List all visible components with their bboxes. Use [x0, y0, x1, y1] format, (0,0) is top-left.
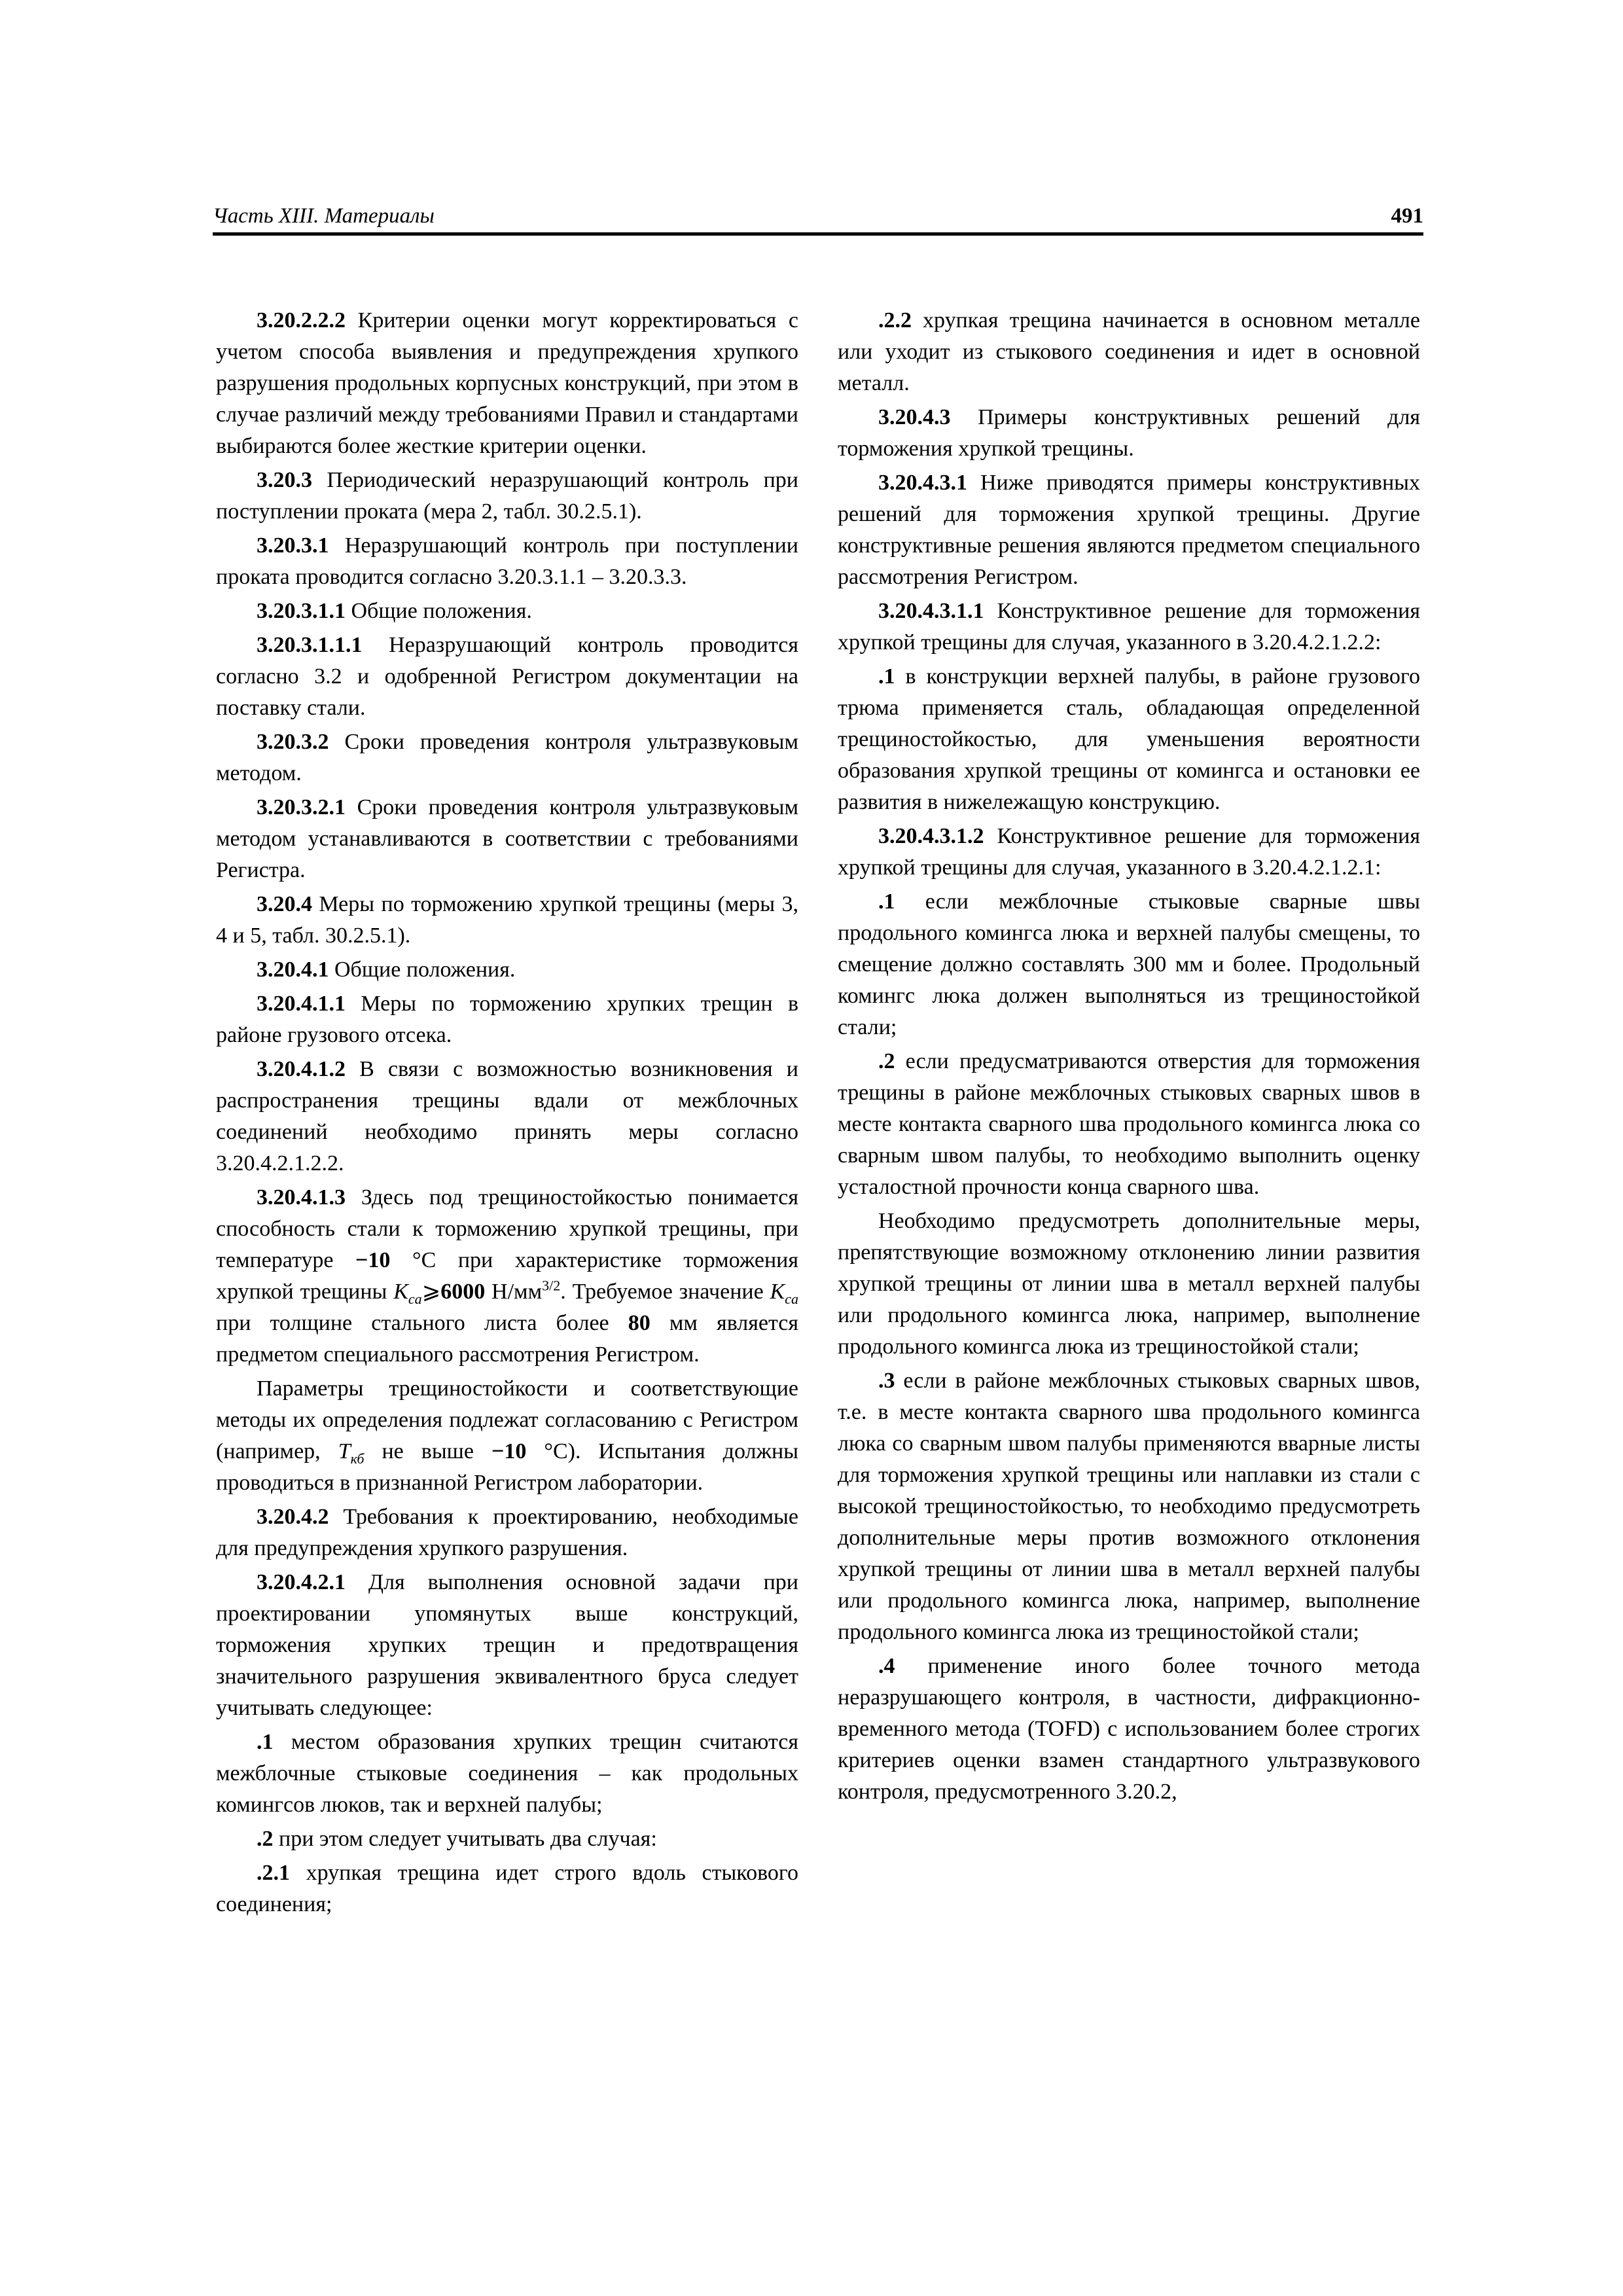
- paragraph: [838, 467, 1420, 593]
- text-fragment: °С при характеристике торможения хрупкой трещины: [216, 1248, 798, 1304]
- clause-number: 3.20.4.2: [257, 1505, 329, 1529]
- running-header: [213, 200, 1423, 232]
- clause-number: .1: [257, 1730, 274, 1754]
- paragraph: [216, 305, 798, 462]
- clause-number: 3.20.4.3.1.1: [878, 599, 984, 623]
- unit-text: Н/мм: [485, 1280, 543, 1304]
- temperature-value: −10: [355, 1248, 391, 1272]
- paragraph: [838, 1206, 1420, 1363]
- temperature-value: −10: [491, 1439, 527, 1463]
- paragraph-toughness: [216, 1182, 798, 1371]
- right-column: [838, 305, 1420, 1810]
- paragraph: [216, 889, 798, 952]
- paragraph: [838, 886, 1420, 1043]
- paragraph-text: Примеры конструктивных решений для торможения хрупкой трещины.: [838, 405, 1420, 461]
- paragraph: [216, 530, 798, 593]
- paragraph-text: применение иного более точного метода неразрушающего контроля, в частности, дифракционно-временного метода (TOFD) с использованием более строгих критериев оценки взамен стандартного ультразвукового контроля, предусмотренного 3.20.2,: [838, 1654, 1420, 1804]
- unit-superscript: 3/2: [542, 1277, 561, 1294]
- paragraph: [216, 726, 798, 789]
- paragraph: [216, 596, 798, 627]
- paragraph-text: в конструкции верхней палубы, в районе грузового трюма применяется сталь, обладающая определенной трещиностойкостью, для уменьшения вероятности образования хрупкой трещины от комингса и остановки ее развития в нижележащую конструкцию.: [838, 664, 1420, 814]
- paragraph-text: Сроки проведения контроля ультразвуковым методом.: [216, 730, 798, 785]
- page-number: 491: [1391, 204, 1423, 228]
- symbol-subscript: кб: [350, 1450, 365, 1467]
- paragraph-text: Меры по торможению хрупких трещин в районе грузового отсека.: [216, 992, 798, 1047]
- clause-number: 3.20.2.2.2: [257, 308, 346, 332]
- text-fragment: мм является предметом специального рассмотрения Регистром.: [216, 1311, 798, 1367]
- clause-number: 3.20.4: [257, 892, 312, 916]
- paragraph: [216, 1857, 798, 1920]
- paragraph-text: Общие положения.: [346, 599, 532, 623]
- paragraph: [838, 596, 1420, 658]
- paragraph-text: Периодический неразрушающий контроль при поступлении проката (мера 2, табл. 30.2.5.1).: [216, 468, 798, 524]
- paragraph-text: хрупкая трещина начинается в основном металле или уходит из стыкового соединения и идет в основной металл.: [838, 308, 1420, 395]
- paragraph: [838, 305, 1420, 399]
- clause-number: 3.20.3.2.1: [257, 795, 346, 819]
- clause-number: 3.20.4.3: [878, 405, 951, 429]
- thickness-value: 80: [628, 1311, 651, 1335]
- clause-number: 3.20.3.1.1.1: [257, 633, 363, 657]
- text-fragment: °С). Испытания должны проводиться в признанной Регистром лаборатории.: [216, 1439, 798, 1495]
- paragraph-text: Необходимо предусмотреть дополнительные меры, препятствующие возможному отклонению линии развития хрупкой трещины от линии шва в металл верхней палубы или продольного комингса люка, например, выполнение продольного комингса люка из трещиностойкой стали;: [838, 1209, 1420, 1359]
- header-title: Часть XIII. Материалы: [213, 204, 435, 228]
- text-fragment: не выше: [364, 1439, 491, 1463]
- clause-number: 3.20.4.1.2: [257, 1057, 346, 1081]
- clause-number: 3.20.4.1.3: [257, 1185, 346, 1210]
- paragraph-text: Требования к проектированию, необходимые для предупреждения хрупкого разрушения.: [216, 1505, 798, 1560]
- paragraph-text: если предусматриваются отверстия для торможения трещины в районе межблочных стыковых сварных швов в месте контакта сварного шва продольного комингса люка со сварным швом палубы, то необходимо выполнить оценку усталостной прочности конца сварного шва.: [838, 1049, 1420, 1199]
- header-rule: [213, 232, 1423, 236]
- paragraph-text: Неразрушающий контроль при поступлении проката проводится согласно 3.20.3.1.1 – 3.20.3.3.: [216, 533, 798, 589]
- clause-number: 3.20.4.3.1.2: [878, 824, 984, 848]
- paragraph: [216, 1567, 798, 1724]
- paragraph: [216, 1727, 798, 1821]
- text-fragment: ⩾: [421, 1280, 441, 1304]
- clause-number: .2.2: [878, 308, 912, 332]
- paragraph: [838, 1365, 1420, 1648]
- clause-number: .2.1: [257, 1861, 290, 1885]
- clause-number: 3.20.4.2.1: [257, 1570, 346, 1594]
- paragraph-text: Сроки проведения контроля ультразвуковым методом устанавливаются в соответствии с требованиями Регистра.: [216, 795, 798, 882]
- paragraph-text: при этом следует учитывать два случая:: [273, 1827, 657, 1851]
- tkb-symbol: [338, 1439, 365, 1467]
- paragraph: [838, 1651, 1420, 1808]
- symbol-subscript: ca: [408, 1290, 422, 1307]
- clause-number: .2: [257, 1827, 274, 1851]
- symbol-letter: K: [393, 1280, 408, 1304]
- clause-number: 3.20.4.3.1: [878, 471, 967, 495]
- paragraph-text: Общие положения.: [329, 958, 516, 982]
- clause-number: 3.20.3: [257, 468, 312, 492]
- paragraph-text: Ниже приводятся примеры конструктивных решений для торможения хрупкой трещины. Другие конструктивные решения являются предметом специального рассмотрения Регистром.: [838, 471, 1420, 589]
- paragraph-parameters: [216, 1373, 798, 1499]
- paragraph: [838, 661, 1420, 818]
- paragraph-text: Конструктивное решение для торможения хрупкой трещины для случая, указанного в 3.20.4.2.1.2.1:: [838, 824, 1420, 880]
- clause-number: .2: [878, 1049, 895, 1073]
- clause-number: .3: [878, 1369, 895, 1393]
- symbol-letter: T: [338, 1439, 351, 1463]
- clause-number: 3.20.4.1.1: [257, 992, 346, 1016]
- left-column: [216, 305, 798, 1923]
- paragraph-text: Меры по торможению хрупкой трещины (меры 3, 4 и 5, табл. 30.2.5.1).: [216, 892, 798, 948]
- clause-number: .1: [878, 664, 895, 689]
- paragraph: [838, 1046, 1420, 1203]
- paragraph-text: Для выполнения основной задачи при проектировании упомянутых выше конструкций, торможения хрупких трещин и предотвращения значительного разрушения эквивалентного бруса следует учитывать следующее:: [216, 1570, 798, 1720]
- paragraph: [216, 1823, 798, 1855]
- text-fragment: Параметры трещиностойкости и соответствующие методы их определения подлежат согласованию с Регистром (например,: [216, 1376, 798, 1463]
- paragraph: [216, 1054, 798, 1179]
- paragraph-text: Неразрушающий контроль проводится согласно 3.2 и одобренной Регистром документации на поставку стали.: [216, 633, 798, 720]
- paragraph: [216, 954, 798, 986]
- paragraph-text: местом образования хрупких трещин считаются межблочные стыковые соединения – как продольных комингсов люков, так и верхней палубы;: [216, 1730, 798, 1817]
- paragraph-text: хрупкая трещина идет строго вдоль стыкового соединения;: [216, 1861, 798, 1916]
- paragraph: [838, 402, 1420, 465]
- clause-number: 3.20.3.2: [257, 730, 329, 754]
- symbol-subscript: ca: [785, 1290, 798, 1307]
- clause-number: 3.20.4.1: [257, 958, 329, 982]
- paragraph-text: Конструктивное решение для торможения хрупкой трещины для случая, указанного в 3.20.4.2.1.2.2:: [838, 599, 1420, 655]
- kca-symbol: [770, 1280, 798, 1307]
- text-fragment: . Требуемое значение: [560, 1280, 770, 1304]
- paragraph-text: если в районе межблочных стыковых сварных швов, т.е. в месте контакта сварного шва продольного комингса люка со сварным швом палубы применяются вварные листы для торможения хрупкой трещины или наплавки из стали с высокой трещиностойкостью, то необходимо предусмотреть дополнительные меры против возможного отклонения хрупкой трещины от линии шва в металл верхней палубы или продольного комингса люка, например, выполнение продольного комингса люка из трещиностойкой стали;: [838, 1369, 1420, 1644]
- paragraph: [216, 792, 798, 886]
- clause-number: .4: [878, 1654, 895, 1678]
- paragraph-text: если межблочные стыковые сварные швы продольного комингса люка и верхней палубы смещены, то смещение должно составлять 300 мм и более. Продольный комингс люка должен выполняться из трещиностойкой стали;: [838, 889, 1420, 1039]
- symbol-letter: K: [770, 1280, 785, 1304]
- kca-symbol: [393, 1280, 422, 1307]
- paragraph: [216, 1501, 798, 1564]
- kca-value: 6000: [440, 1280, 486, 1304]
- paragraph: [216, 988, 798, 1051]
- paragraph: [216, 465, 798, 528]
- clause-number: 3.20.3.1.1: [257, 599, 346, 623]
- paragraph: [216, 630, 798, 724]
- paragraph-text: Критерии оценки могут корректироваться с учетом способа выявления и предупреждения хрупкого разрушения продольных корпусных конструкций, при этом в случае различий между требованиями Правил и стандартами выбираются более жесткие критерии оценки.: [216, 308, 798, 458]
- clause-number: 3.20.3.1: [257, 533, 329, 558]
- paragraph-text: В связи с возможностью возникновения и распространения трещины вдали от межблочных соединений необходимо принять меры согласно 3.20.4.2.1.2.2.: [216, 1057, 798, 1175]
- text-fragment: при толщине стального листа более: [216, 1311, 628, 1335]
- text-fragment: Здесь под трещиностойкостью понимается способность стали к торможению хрупкой трещины, при температуре: [216, 1185, 798, 1272]
- clause-number: .1: [878, 889, 895, 914]
- paragraph: [838, 821, 1420, 884]
